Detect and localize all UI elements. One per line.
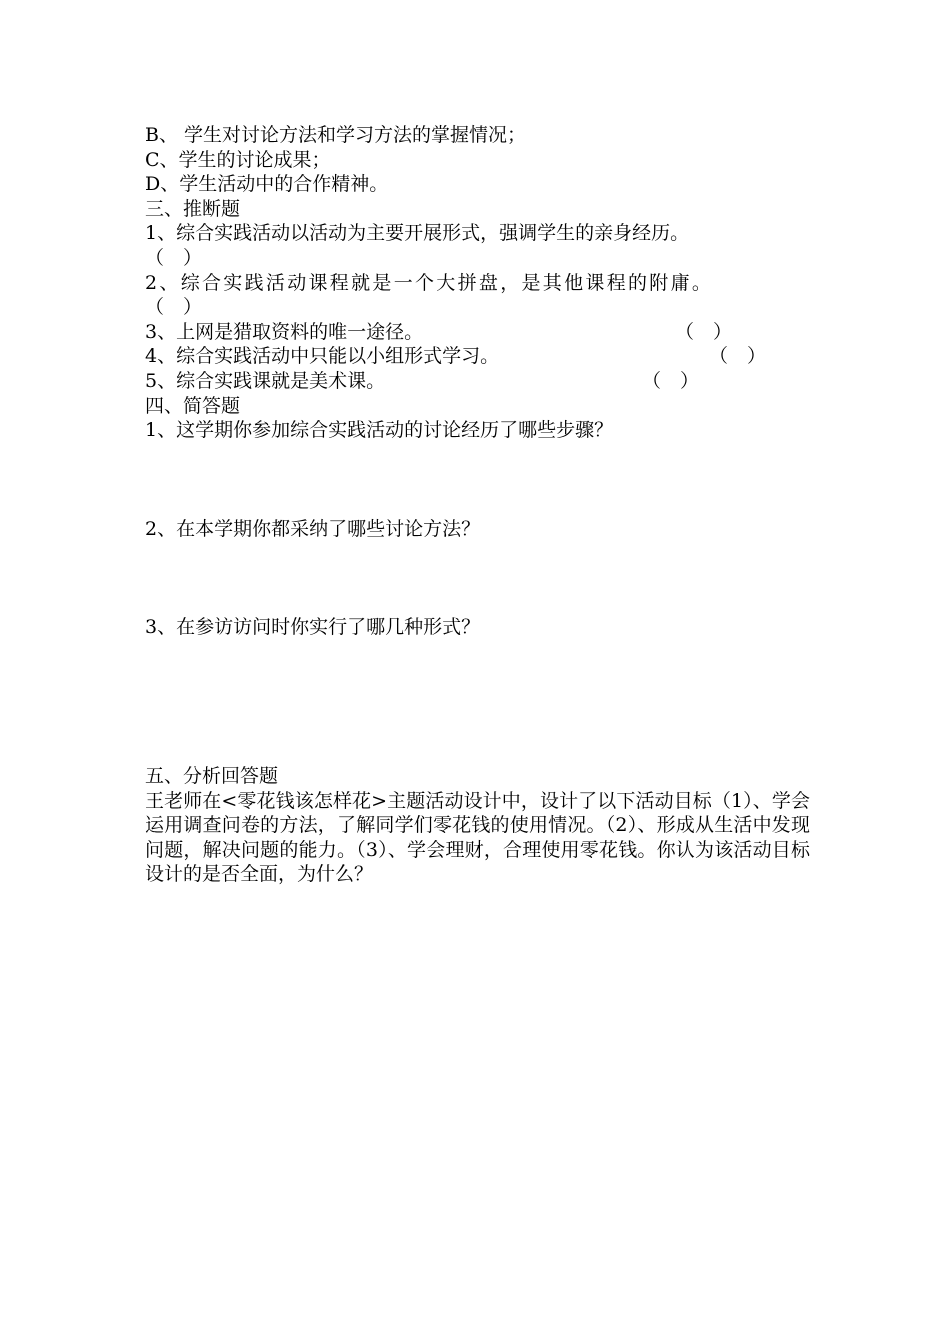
judgment-question-3-answer-parens: （ ） <box>675 320 733 343</box>
judgment-question-1-text: 1、综合实践活动以活动为主要开展形式，强调学生的亲身经历。 <box>145 222 690 245</box>
judgment-question-2-answer-parens: （ ） <box>145 296 203 319</box>
section-4-title: 四、简答题 <box>145 394 241 417</box>
answer-space-2 <box>145 541 810 615</box>
judgment-question-4-text: 4、综合实践活动中只能以小组形式学习。 <box>145 345 500 368</box>
judgment-question-5-text: 5、综合实践课就是美术课。 <box>145 369 386 392</box>
judgment-question-1-answer-parens: （ ） <box>145 246 203 269</box>
judgment-question-3-text: 3、上网是猎取资料的唯一途径。 <box>145 320 424 343</box>
option-b: B、 学生对讨论方法和学习方法的掌握情况； <box>145 124 527 146</box>
section-3-title: 三、推断题 <box>145 197 241 220</box>
short-answer-question-1: 1、这学期你参加综合实践活动的讨论经历了哪些步骤？ <box>145 419 614 442</box>
judgment-question-5 <box>145 369 810 394</box>
document-content <box>145 123 810 887</box>
short-answer-question-3: 3、在参访访问时你实行了哪几种形式？ <box>145 616 481 639</box>
section-5-title: 五、分析回答题 <box>145 764 279 787</box>
option-d: D、学生活动中的合作精神。 <box>145 173 389 196</box>
judgment-question-1 <box>145 221 810 246</box>
short-answer-question-2: 2、在本学期你都采纳了哪些讨论方法？ <box>145 517 481 540</box>
analysis-question-body: 王老师在<零花钱该怎样花>主题活动设计中，设计了以下活动目标（1）、学会运用调查问卷的方法，了解同学们零花钱的使用情况。（2）、形成从生活中发现问题，解决问题的能力。（3）、学会理财，合理使用零花钱。你认为该活动目标设计的是否全面，为什么？ <box>145 789 810 886</box>
judgment-question-4 <box>145 344 810 369</box>
judgment-question-2 <box>145 271 810 296</box>
option-c: C、学生的讨论成果； <box>145 148 331 171</box>
judgment-question-4-answer-parens: （ ） <box>709 345 767 368</box>
judgment-question-2-text: 2、综合实践活动课程就是一个大拼盘，是其他课程的附庸。 <box>145 271 714 294</box>
answer-space-1 <box>145 443 810 517</box>
answer-space-3 <box>145 640 810 764</box>
judgment-question-5-answer-parens: （ ） <box>642 369 700 392</box>
judgment-question-3 <box>145 320 810 345</box>
